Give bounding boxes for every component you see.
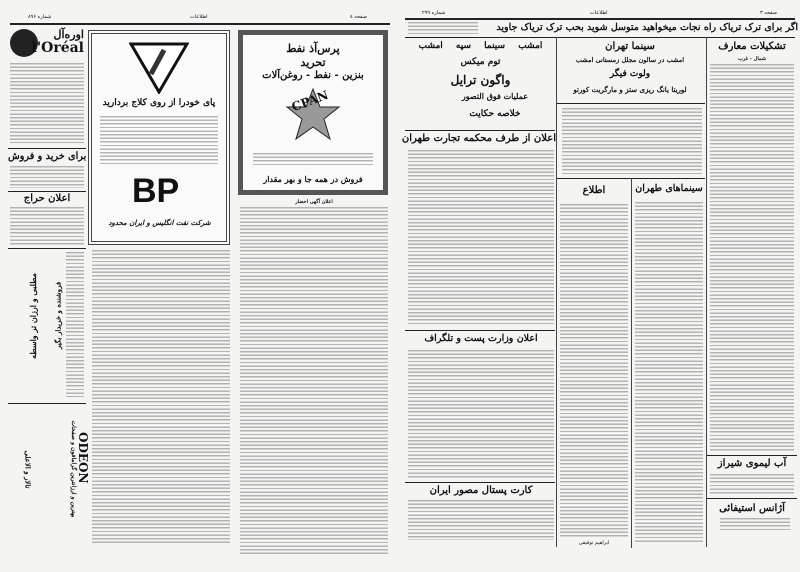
education-sub: شمال - غرب <box>738 56 766 62</box>
education-title: تشکیلات معارف <box>718 41 786 52</box>
left-page-label: صفحه ٤ <box>350 14 367 20</box>
banner-note <box>408 22 478 34</box>
divider <box>405 37 795 38</box>
commerce-court-title: اعلان از طرف محکمه تجارت طهران <box>401 133 556 144</box>
lemon-body <box>710 474 794 494</box>
classified-subtitle: فروشنده و خریدار بگیر <box>53 281 63 350</box>
bp-headline: پای خودرا از روی کلاج بردارید <box>102 98 216 108</box>
bp-company: شرکت نفت انگلیس و ایران محدود <box>108 218 211 227</box>
loreal-title-latin: l'Oréal <box>31 40 84 56</box>
buy-sell-body <box>10 166 84 188</box>
auction-title: اعلان حراج <box>23 193 71 204</box>
header-rule <box>405 18 795 20</box>
odeon-ad <box>8 406 90 556</box>
tehran-cinemas-body <box>635 202 703 542</box>
left-page <box>0 0 398 572</box>
right-article-body <box>240 207 388 555</box>
classified-ads <box>8 252 86 402</box>
divider <box>8 148 86 149</box>
bp-advertisement[interactable] <box>88 30 230 245</box>
divider <box>707 498 797 499</box>
column-rule <box>631 178 632 548</box>
cinema-tehran-tonight: امشب در سالون مجلل زمستانی امشب <box>575 56 685 64</box>
triangle-clutch-logo-icon <box>129 42 189 94</box>
divider <box>405 330 555 331</box>
agency-body <box>720 518 790 532</box>
divider <box>8 191 86 192</box>
cpan-body <box>253 153 373 167</box>
divider <box>8 248 86 249</box>
education-body <box>710 64 794 452</box>
buy-sell-title: برای خرید و فروش <box>7 151 86 162</box>
cpan-line2: تحرید <box>300 56 326 69</box>
notices-body <box>562 108 702 176</box>
author-signature: ابراهیم توفیقی <box>578 540 610 546</box>
odeon-line: تالار و الاعلی <box>23 450 33 489</box>
cinema-sepah-top: امشب سینما سپه امشب <box>418 41 543 51</box>
agency-title: آژانس استیفائی <box>719 503 785 514</box>
cpan-line3: بنزین - نفط - روغن‌آلات <box>262 70 364 81</box>
tehran-cinemas-title: سینماهای طهران <box>635 183 703 194</box>
cpan-line1: پرس‌آذ نفط <box>286 42 340 55</box>
column-rule <box>706 37 707 547</box>
loreal-body <box>10 63 84 143</box>
postcard-title: کارت پستال مصور ایران <box>429 485 533 496</box>
cinema-sepah-star: توم میکس <box>460 57 501 67</box>
divider <box>557 103 705 104</box>
divider <box>405 482 555 483</box>
cinema-tehran-film: لوریتا یانگ ریزی ستز و مارگریت کورتو <box>573 85 687 94</box>
loreal-ad <box>8 27 86 147</box>
cpan-footer: فروش در همه جا و بهر مقدار <box>263 174 363 184</box>
notice-title: اطلاع <box>582 185 606 196</box>
header-rule <box>10 23 390 25</box>
banner-headline: اگر برای ترک تریاک راه نجات میخواهید متوسل شوید بحب ترک تریاک جاوید <box>496 22 798 33</box>
divider <box>707 455 797 456</box>
commerce-court-body <box>408 150 554 325</box>
right-paper-name: اطلاعات <box>590 10 608 16</box>
classified-title: مطلبی و ارزان تر واسطه <box>28 273 38 359</box>
left-article-body <box>92 250 230 545</box>
post-telegraph-body <box>408 350 554 478</box>
cinema-sepah-sub: عملیات فوق التصور <box>461 91 529 101</box>
cinema-sepah-closing: خلاصه حکایت <box>469 109 521 119</box>
postcard-body <box>408 500 554 540</box>
column-rule <box>556 37 557 547</box>
loreal-title-fa: اوره‌آل <box>53 28 84 41</box>
lemon-title: آب لیموی شیراز <box>717 458 787 469</box>
left-paper-name: اطلاعات <box>190 14 208 20</box>
right-page-label: صفحه ۳ <box>760 10 777 16</box>
bp-body <box>100 116 218 166</box>
notice-body <box>560 204 628 539</box>
right-page <box>400 0 800 572</box>
post-telegraph-title: اعلان وزارت پست و تلگراف <box>424 333 538 344</box>
divider <box>405 130 555 131</box>
auction-body <box>10 207 84 245</box>
classified-body <box>66 252 84 397</box>
right-issue: شماره ۲۹۹ <box>422 10 446 16</box>
left-issue: شماره ۸۹۶ <box>28 14 52 20</box>
odeon-title: ODEON <box>76 432 90 484</box>
odeon-subtitle: بهترین و ارزانترین گرامافون و صفحات <box>70 420 77 518</box>
cinema-tehran-star: ولوت فیگر <box>609 69 651 79</box>
cpan-logo: CPAN <box>289 87 331 115</box>
article-heading: اعلان آگهی احضار <box>295 199 333 205</box>
bp-logo: BP <box>132 172 180 210</box>
cinema-tehran-title: سینما تهران <box>605 41 655 52</box>
cinema-sepah-film: واگون ترایل <box>450 73 511 87</box>
cpan-advertisement[interactable] <box>238 30 388 195</box>
